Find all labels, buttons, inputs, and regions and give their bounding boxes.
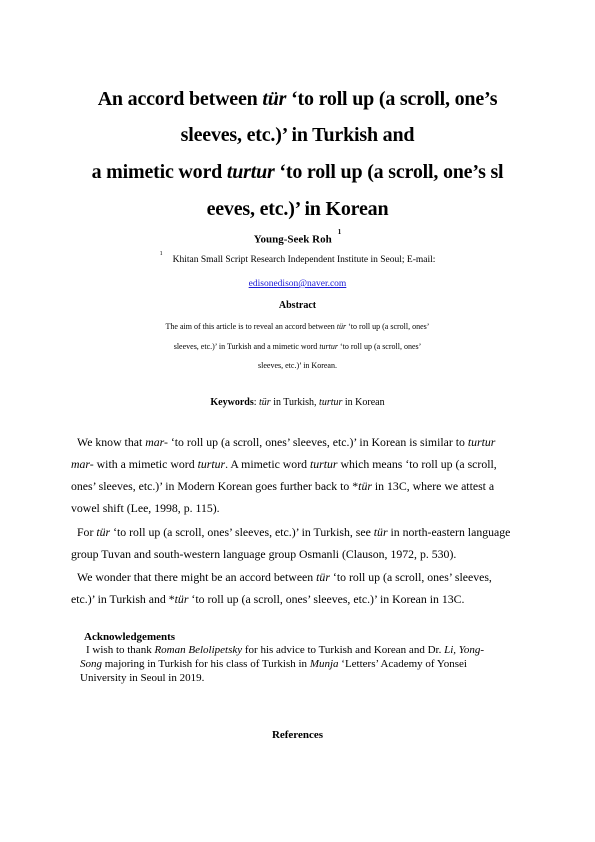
body-p1-line-3: ones’ sleeves, etc.)’ in Modern Korean goes further back to *tür in 13C, where we attest a: [71, 479, 495, 493]
title-line-1: An accord between tür ‘to roll up (a scroll, one’s: [97, 88, 498, 110]
affiliation-footnote-mark: 1: [159, 251, 163, 257]
affiliation: $^1$Khitan Small Script Research Independent Institute in Seoul; E-mail:: [159, 251, 436, 266]
body-p2-line-1: For tür ‘to roll up (a scroll, ones’ sleeves, etc.)’ in Turkish, see tür in north-eastern language: [77, 525, 511, 539]
abstract-line-2: sleeves, etc.)’ in Turkish and a mimetic word turtur ‘to roll up (a scroll, ones’: [173, 342, 422, 351]
body-p1-line-2: mar- with a mimetic word turtur. A mimetic word turtur which means ‘to roll up (a scroll,: [71, 457, 497, 471]
keywords: Keywords: tür in Turkish, turtur in Korean: [210, 397, 385, 408]
title-line-4: eeves, etc.)’ in Korean: [206, 198, 389, 220]
title-line-3: a mimetic word turtur ‘to roll up (a scroll, one’s sl: [91, 161, 504, 183]
acknowledgements-heading: Acknowledgements: [84, 631, 176, 643]
title-line-2: sleeves, etc.)’ in Turkish and: [180, 124, 415, 146]
email-line: [0, 273, 595, 291]
acknowledgements-line-2: Song majoring in Turkish for his class of Turkish in Munja ‘Letters’ Academy of Yonsei: [80, 658, 467, 670]
acknowledgements-line-3: University in Seoul in 2019.: [80, 672, 205, 684]
abstract-line-1: The aim of this article is to reveal an accord between tür ‘to roll up (a scroll, ones’: [165, 322, 430, 331]
abstract-line-3: sleeves, etc.)’ in Korean.: [258, 361, 337, 370]
body-p1-line-4: vowel shift (Lee, 1998, p. 115).: [71, 501, 220, 515]
author-name: Young-Seek Roh$^1$: [253, 228, 342, 246]
abstract-heading: Abstract: [278, 300, 317, 311]
author-footnote-mark: 1: [337, 228, 342, 236]
references-heading: References: [271, 729, 324, 741]
body-p3-line-1: We wonder that there might be an accord between tür ‘to roll up (a scroll, ones’ sleeves,: [77, 570, 492, 584]
body-p1-line-1: We know that mar- ‘to roll up (a scroll, ones’ sleeves, etc.)’ in Korean is similar to turtur: [77, 435, 496, 449]
acknowledgements-line-1: I wish to thank Roman Belolipetsky for his advice to Turkish and Korean and Dr. Li, Yong-: [86, 644, 485, 656]
body-p2-line-2: group Tuvan and south-western language group Osmanli (Clauson, 1972, p. 530).: [71, 547, 457, 561]
email-link[interactable]: edisonedison@naver.com: [248, 279, 347, 289]
body-p3-line-2: etc.)’ in Turkish and *tür ‘to roll up (a scroll, ones’ sleeves, etc.)’ in Korean in 13C.: [71, 592, 465, 606]
